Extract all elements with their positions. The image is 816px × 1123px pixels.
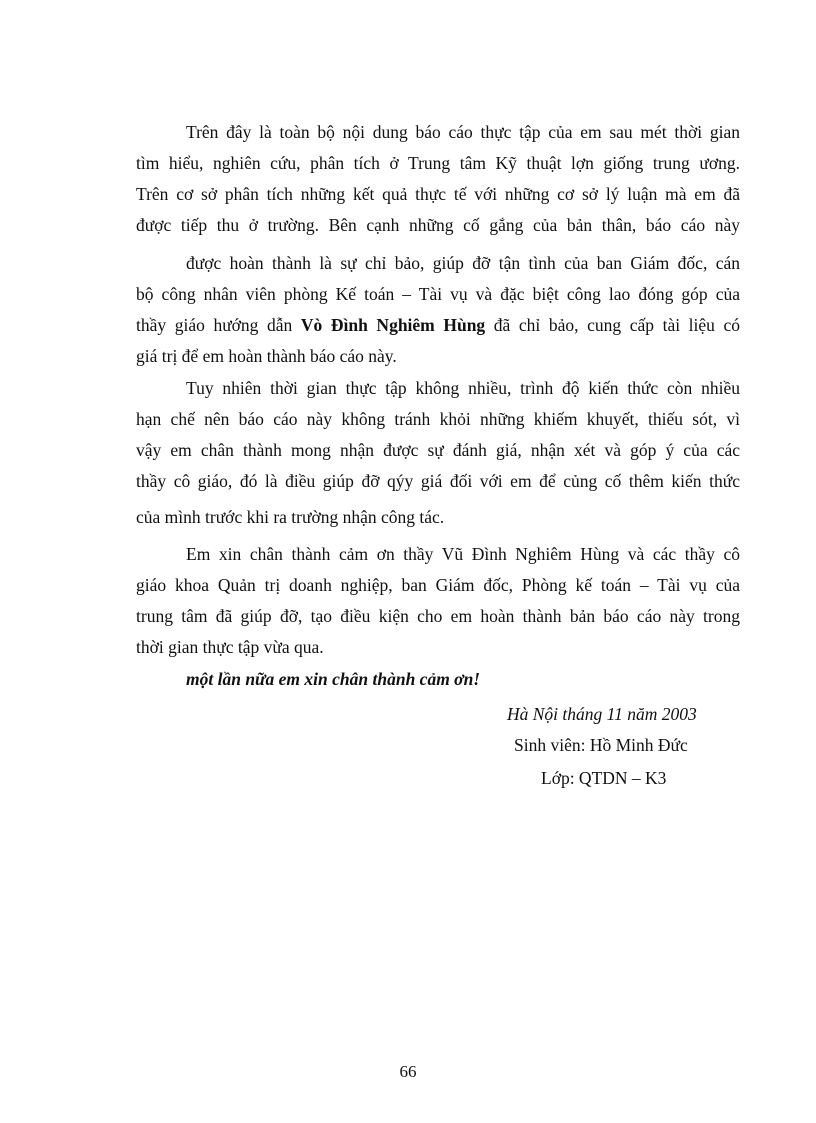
place-date: Hà Nội tháng 11 năm 2003	[507, 704, 697, 724]
text-line: Trên đây là toàn bộ nội dung báo cáo thực tập của em sau mét thời gian	[186, 122, 740, 142]
text-line-with-bold-name	[136, 313, 740, 337]
student-name: Sinh viên: Hồ Minh Đức	[514, 735, 688, 755]
text-line: Tuy nhiên thời gian thực tập không nhiều, trình độ kiến thức còn nhiều	[186, 378, 740, 398]
text-line: trung tâm đã giúp đỡ, tạo điều kiện cho em hoàn thành bản báo cáo này trong	[136, 606, 740, 626]
text-line: thầy cô giáo, đó là điều giúp đỡ qýy giá đối với em để củng cố thêm kiến thức	[136, 471, 740, 491]
text-line: hạn chế nên báo cáo này không tránh khỏi những khiếm khuyết, thiếu sót, vì	[136, 409, 740, 429]
advisor-prefix: thầy giáo hướng dẫn	[136, 315, 293, 335]
student-class: Lớp: QTDN – K3	[541, 768, 667, 788]
text-line: bộ công nhân viên phòng Kế toán – Tài vụ và đặc biệt công lao đóng góp của	[136, 284, 740, 304]
text-line: được tiếp thu ở trường. Bên cạnh những cố gắng của bản thân, báo cáo này	[136, 215, 740, 235]
text-line: giáo khoa Quản trị doanh nghiệp, ban Giám đốc, Phòng kế toán – Tài vụ của	[136, 575, 740, 595]
text-line: tìm hiểu, nghiên cứu, phân tích ở Trung tâm Kỹ thuật lợn giống trung ương.	[136, 153, 740, 173]
text-line: thời gian thực tập vừa qua.	[136, 637, 324, 657]
text-line: giá trị để em hoàn thành báo cáo này.	[136, 346, 397, 366]
closing-thanks: một lần nữa em xin chân thành cảm ơn!	[186, 669, 481, 689]
advisor-suffix: đã chỉ bảo, cung cấp tài liệu có	[493, 315, 740, 335]
text-line: Em xin chân thành cảm ơn thầy Vũ Đình Nghiêm Hùng và các thầy cô	[186, 544, 740, 564]
text-line: Trên cơ sở phân tích những kết quả thực tế với những cơ sở lý luận mà em đã	[136, 184, 740, 204]
advisor-name: Vò Đình Nghiêm Hùng	[300, 315, 486, 335]
text-line: vậy em chân thành mong nhận được sự đánh giá, nhận xét và góp ý của các	[136, 440, 740, 460]
page-number: 66	[399, 1062, 417, 1081]
text-line: được hoàn thành là sự chỉ bảo, giúp đỡ tận tình của ban Giám đốc, cán	[186, 253, 740, 273]
text-line: của mình trước khi ra trường nhận công tác.	[136, 507, 445, 527]
